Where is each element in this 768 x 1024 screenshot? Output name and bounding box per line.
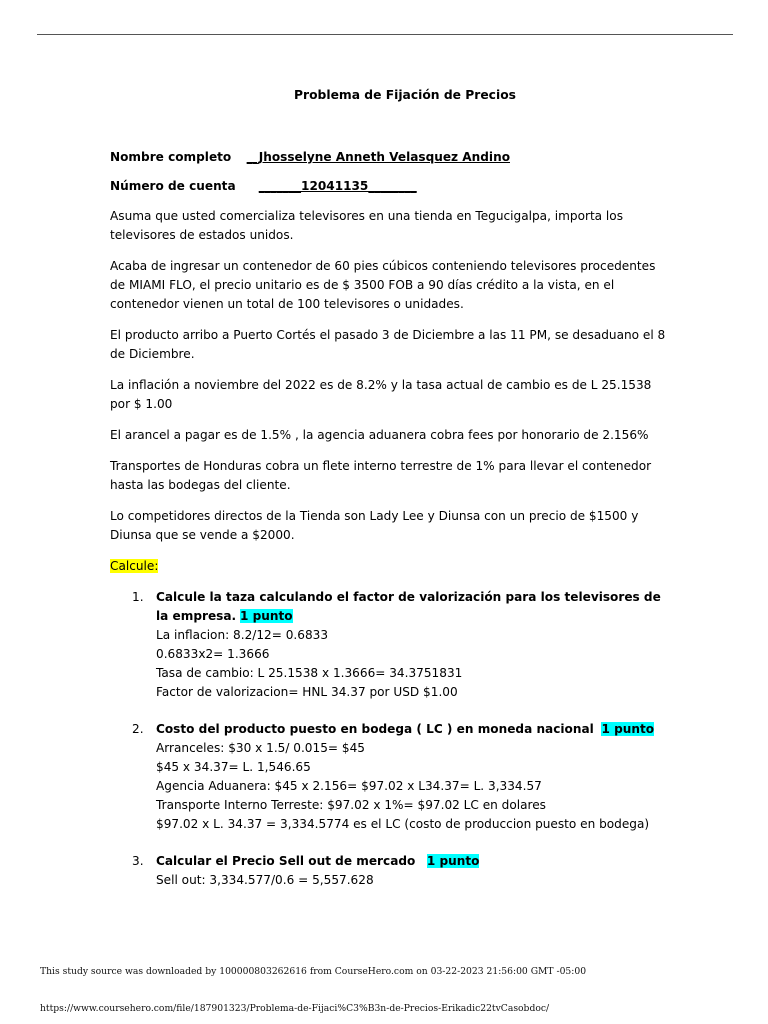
question-item: [110, 588, 670, 702]
answer-line: $45 x 34.37= L. 1,546.65: [156, 760, 311, 774]
name-line: [110, 148, 670, 167]
question-heading: Costo del producto puesto en bodega ( LC ) en moneda nacional: [156, 722, 594, 736]
page-top-rule: [37, 34, 733, 35]
paragraph: El arancel a pagar es de 1.5% , la agencia aduanera cobra fees por honorario de 2.156%: [110, 428, 649, 442]
paragraph: La inflación a noviembre del 2022 es de 8.2% y la tasa actual de cambio es de L 25.1538 por $ 1.00: [110, 378, 652, 411]
calcule-label-line: [110, 557, 670, 576]
answer-line: Tasa de cambio: L 25.1538 x 1.3666= 34.3751831: [156, 666, 463, 680]
paragraph: Transportes de Honduras cobra un flete interno terrestre de 1% para llevar el contenedor hasta las bodegas del cliente.: [110, 459, 652, 492]
answer-line: Sell out: 3,334.577/0.6 = 5,557.628: [156, 873, 374, 887]
points-badge: 1 punto: [239, 609, 293, 623]
question-number: 3.: [132, 854, 144, 868]
answer-line: Factor de valorizacion= HNL 34.37 por USD $1.00: [156, 685, 458, 699]
paragraph: Asuma que usted comercializa televisores en una tienda en Tegucigalpa, importa los televisores de estados unidos.: [110, 209, 623, 242]
paragraph: Lo competidores directos de la Tienda son Lady Lee y Diunsa con un precio de $1500 y Diunsa que se vende a $2000.: [110, 509, 639, 542]
question-item: [110, 852, 670, 890]
points-badge: 1 punto: [601, 722, 655, 736]
name-value: __Jhosselyne Anneth Velasquez Andino: [246, 150, 510, 164]
points-badge: 1 punto: [426, 854, 480, 868]
source-url[interactable]: https://www.coursehero.com/file/187901323/Problema-de-Fijaci%C3%B3n-de-Precios-Erikadic22tvCasobdoc/: [40, 1003, 550, 1014]
question-heading: Calcule la taza calculando el factor de valorización para los televisores de la empresa.: [156, 590, 661, 623]
document-title: Problema de Fijación de Precios: [294, 88, 516, 102]
account-line: [110, 177, 670, 196]
question-heading: Calcular el Precio Sell out de mercado: [156, 854, 416, 868]
answer-line: 0.6833x2= 1.3666: [156, 647, 270, 661]
answer-line: Agencia Aduanera: $45 x 2.156= $97.02 x L34.37= L. 3,334.57: [156, 779, 542, 793]
answer-line: Arranceles: $30 x 1.5/ 0.015= $45: [156, 741, 365, 755]
answer-line: $97.02 x L. 34.37 = 3,334.5774 es el LC (costo de produccion puesto en bodega): [156, 817, 650, 831]
answer-line: Transporte Interno Terreste: $97.02 x 1%= $97.02 LC en dolares: [156, 798, 546, 812]
document-body: [110, 86, 670, 890]
paragraph: El producto arribo a Puerto Cortés el pasado 3 de Diciembre a las 11 PM, se desaduano el 8 de Diciembre.: [110, 328, 666, 361]
account-label: Número de cuenta: [110, 179, 236, 193]
account-value: _______12041135________: [258, 179, 417, 193]
name-label: Nombre completo: [110, 150, 232, 164]
question-number: 1.: [132, 590, 144, 604]
download-source-note: This study source was downloaded by 100000803262616 from CourseHero.com on 03-22-2023 21:56:00 GMT -05:00: [40, 966, 587, 977]
paragraph: Acaba de ingresar un contenedor de 60 pies cúbicos conteniendo televisores procedentes de MIAMI FLO, el precio unitario es de $ 3500 FOB a 90 días crédito a la vista, en el contenedor vienen un total de 100 televisores o unidades.: [110, 259, 656, 311]
answer-line: La inflacion: 8.2/12= 0.6833: [156, 628, 329, 642]
question-item: [110, 720, 670, 834]
question-number: 2.: [132, 722, 144, 736]
question-list: [110, 588, 670, 890]
calcule-label: Calcule:: [110, 559, 159, 573]
